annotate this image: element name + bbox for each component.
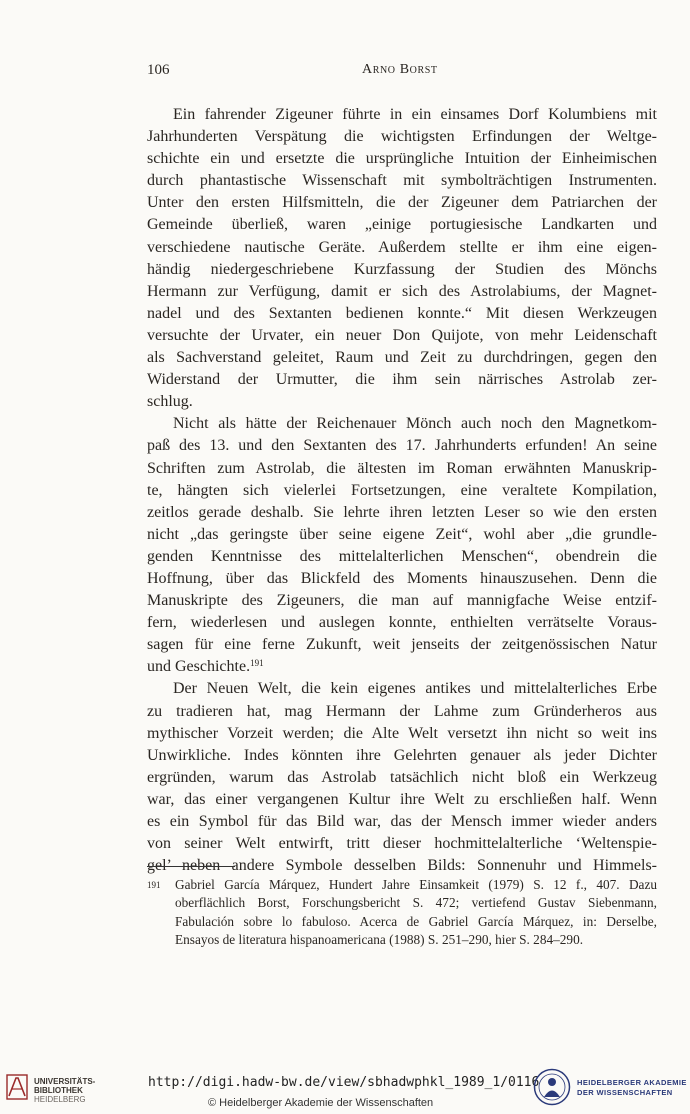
academy-logo-text — [577, 1078, 687, 1098]
copyright-notice: © Heidelberger Akademie der Wissenschaften — [208, 1097, 434, 1109]
running-head: Arno Borst — [362, 62, 438, 77]
text-line: nicht „das geringste über seine eigene Zeit“, wohl aber „die grundle- — [147, 525, 657, 543]
text-line: Jahrhunderten Verspätung die wichtigsten Erfindungen der Weltge- — [147, 128, 657, 146]
text-line: Hermann zur Verfügung, damit er sich des Astrolabiums, der Magnet- — [147, 282, 657, 300]
page-footer — [0, 1064, 690, 1114]
text-line: händig niedergeschriebene Kurzfassung der Studien des Mönchs — [147, 260, 657, 278]
text-line-content: und Geschichte. — [147, 658, 251, 676]
library-logo-text — [34, 1077, 95, 1104]
page-header — [147, 62, 650, 82]
text-line: durch phantastische Wissenschaft mit symbolträchtigen Instrumenten. — [147, 172, 657, 190]
page-number: 106 — [147, 62, 170, 78]
text-line: mythischer Vorzeit werden; die Alte Welt versetzt ihn nicht so weit ins — [147, 724, 657, 742]
text-line: Unter den ersten Hilfsmitteln, die der Zigeuner dem Patriarchen der — [147, 194, 657, 212]
text-line: Unwirkliche. Indes könnten ihre Gelehrten genauer als jeder Dichter — [147, 746, 657, 764]
text-line: schlug. — [147, 393, 193, 411]
paragraph — [147, 678, 657, 877]
academy-seal-icon — [533, 1068, 571, 1106]
text-line: Ein fahrender Zigeuner führte in ein einsames Dorf Kolumbiens mit — [173, 106, 657, 123]
text-line: Hoffnung, über das Blickfeld des Moments hinauszusehen. Denn die — [147, 569, 657, 587]
text-line: zu tradieren hat, mag Hermann der Lahme zum Gründerheros aus — [147, 702, 657, 720]
footnote-reference[interactable]: 191 — [250, 658, 264, 669]
text-line: von seiner Welt entwirft, tritt dieser hochmittelalterliche ‘Weltenspie- — [147, 835, 657, 853]
text-line: te, hängten sich vielerlei Fortsetzungen, eine veraltete Kompilation, — [147, 481, 657, 499]
library-logo-line: BIBLIOTHEK — [34, 1086, 83, 1095]
footnote-line: Gabriel García Márquez, Hundert Jahre Einsamkeit (1979) S. 12 f., 407. Dazu — [175, 877, 657, 892]
library-shield-icon — [6, 1074, 28, 1100]
academy-logo[interactable] — [533, 1068, 688, 1110]
text-line: schichte ein und ersetzte die ursprüngliche Intuition der Einheimischen — [147, 150, 657, 168]
text-line: Der Neuen Welt, die kein eigenes antikes und mittelalterliches Erbe — [173, 680, 657, 698]
library-logo-line: UNIVERSITÄTS- — [34, 1077, 96, 1086]
footnote-number: 191 — [147, 880, 161, 890]
text-line: Nicht als hätte der Reichenauer Mönch auch noch den Magnetkom- — [173, 415, 657, 433]
text-line: versuchte der Urvater, ein neuer Don Quijote, von mehr Leidenschaft — [147, 326, 657, 344]
text-line: genden Kenntnisse des mittelalterlichen Menschen“, obendrein die — [147, 547, 657, 565]
text-line: gel’ neben andere Symbole desselben Bilds: Sonnenuhr und Himmels- — [147, 857, 657, 875]
university-library-logo[interactable] — [6, 1074, 146, 1106]
permalink-url[interactable]: http://digi.hadw-bw.de/view/sbhadwphkl_1989_1/0116 — [148, 1075, 540, 1090]
paragraph — [147, 104, 657, 413]
text-line: war, das einer vergangenen Kultur ihre Welt zu erschließen half. Wenn — [147, 790, 657, 808]
text-line: fern, wiederlesen und auslegen konnte, enthielten verrätselte Voraus- — [147, 614, 657, 632]
text-line: zeitlos gerade deshalb. Sie lehrte ihren letzten Leser so wie den ersten — [147, 503, 657, 521]
footnote-line: Ensayos de literatura hispanoamericana (1988) S. 251–290, hier S. 284–290. — [175, 931, 584, 947]
paragraph — [147, 413, 657, 678]
text-line: Widerstand der Urmutter, die ihm sein närrisches Astrolab zer- — [147, 371, 657, 389]
footnote-line: oberflächlich Borst, Forschungsbericht S. 472; vertiefend Gustav Siebenmann, — [175, 895, 657, 911]
text-line: Schriften zum Astrolab, die ältesten im Roman erwähnten Manuskrip- — [147, 459, 657, 477]
library-logo-line: HEIDELBERG — [34, 1095, 86, 1104]
footnote-191 — [147, 876, 657, 949]
text-line: Manuskripte des Zigeuners, die man auf mannigfache Weise entzif- — [147, 592, 657, 610]
text-line: nadel und des Sextanten bedienen konnte.“ Mit diesen Werkzeugen — [147, 304, 657, 322]
academy-logo-line: HEIDELBERGER AKADEMIE — [577, 1078, 687, 1087]
footnote-line: Fabulación sobre lo fabuloso. Acerca de Gabriel García Márquez, in: Derselbe, — [175, 913, 657, 929]
text-line: es ein Symbol für das Bild war, das der Mensch immer wieder anders — [147, 813, 657, 830]
text-line: sagen für eine ferne Zukunft, weit jenseits der zeitgenössischen Natur — [147, 636, 657, 654]
footnote-rule — [147, 866, 235, 867]
text-line: paß des 13. und den Sextanten des 17. Jahrhunderts erfunden! An seine — [147, 437, 657, 455]
footnote-text — [175, 876, 657, 949]
body-text — [147, 104, 657, 877]
text-line: verschiedene nautische Geräte. Außerdem stellte er ihm eine eigen- — [147, 238, 657, 256]
text-line: als Sachverstand geleitet, Raum und Zeit zu durchdringen, gegen den — [147, 349, 657, 367]
text-line: Gemeinde überließ, waren „einige portugiesische Landkarten und — [147, 216, 657, 234]
text-line: ergründen, warum das Astrolab tatsächlich nicht bloß ein Werkzeug — [147, 768, 657, 786]
text-line — [147, 656, 657, 678]
academy-logo-line: DER WISSENSCHAFTEN — [577, 1088, 673, 1097]
